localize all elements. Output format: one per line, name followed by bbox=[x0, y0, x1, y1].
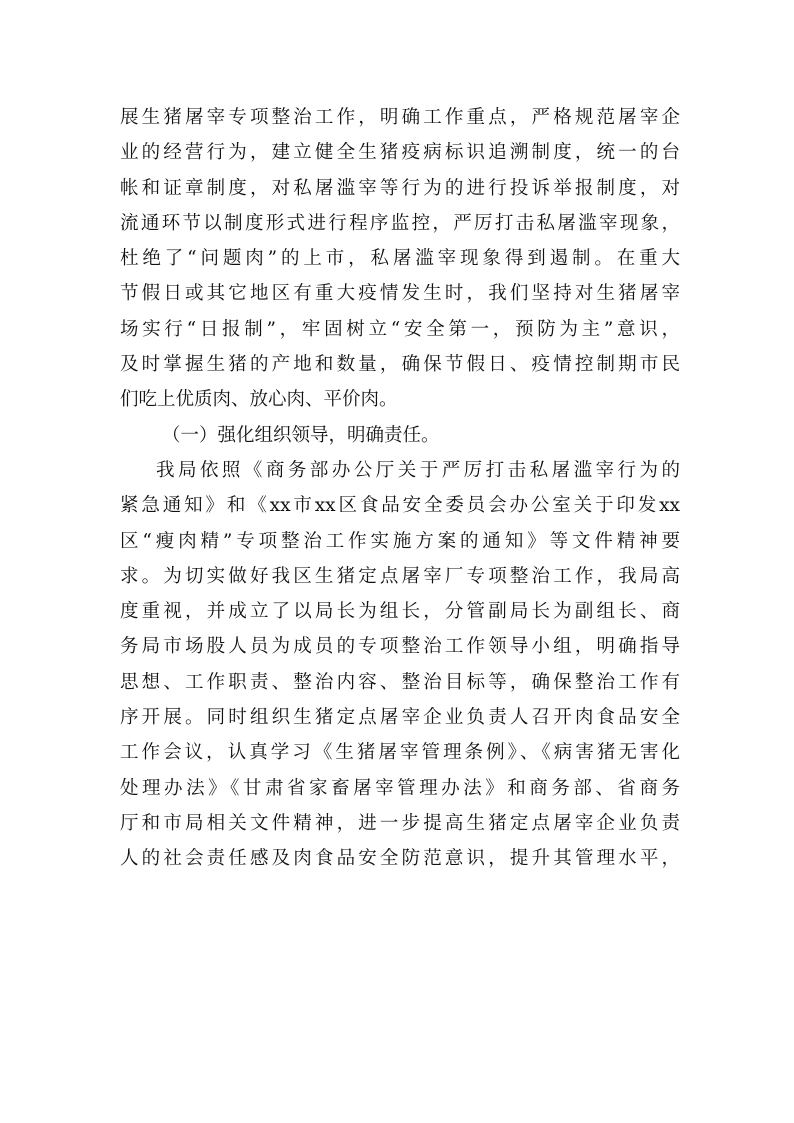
text-line: 处理办法》《甘肃省家畜屠宰管理办法》和商务部、省商务 bbox=[120, 777, 680, 799]
text-line: 厅和市局相关文件精神，进一步提高生猪定点屠宰企业负责 bbox=[120, 812, 680, 834]
text-line: 杜绝了“问题肉”的上市，私屠滥宰现象得到遏制。在重大 bbox=[120, 248, 680, 270]
text-line: 流通环节以制度形式进行程序监控，严厉打击私屠滥宰现象， bbox=[120, 212, 680, 234]
body-text bbox=[120, 100, 680, 877]
text-line: 场实行“日报制”，牢固树立“安全第一，预防为主”意识， bbox=[120, 318, 680, 340]
text-line: 人的社会责任感及肉食品安全防范意识，提升其管理水平， bbox=[120, 848, 680, 870]
section-heading: （一）强化组织领导，明确责任。 bbox=[162, 424, 440, 446]
text-line: 度重视，并成立了以局长为组长，分管副局长为副组长、商 bbox=[120, 601, 680, 623]
text-line: 们吃上优质肉、放心肉、平价肉。 bbox=[120, 389, 398, 411]
text-line: 工作会议，认真学习《生猪屠宰管理条例》、《病害猪无害化 bbox=[120, 742, 680, 764]
text-line: 业的经营行为，建立健全生猪疫病标识追溯制度，统一的台 bbox=[120, 142, 680, 164]
text-line: 展生猪屠宰专项整治工作，明确工作重点，严格规范屠宰企 bbox=[120, 107, 680, 128]
text-line: 我局依照《商务部办公厅关于严厉打击私屠滥宰行为的 bbox=[156, 459, 680, 481]
text-line: 区“瘦肉精”专项整治工作实施方案的通知》等文件精神要 bbox=[120, 530, 680, 552]
text-line: 序开展。同时组织生猪定点屠宰企业负责人召开肉食品安全 bbox=[120, 707, 680, 729]
text-line: 及时掌握生猪的产地和数量，确保节假日、疫情控制期市民 bbox=[120, 354, 680, 376]
text-line: 务局市场股人员为成员的专项整治工作领导小组，明确指导 bbox=[120, 636, 680, 658]
text-line: 求。为切实做好我区生猪定点屠宰厂专项整治工作，我局高 bbox=[120, 565, 680, 587]
text-line: 紧急通知》和《xx市xx区食品安全委员会办公室关于印发xx bbox=[120, 495, 680, 517]
text-line: 节假日或其它地区有重大疫情发生时，我们坚持对生猪屠宰 bbox=[120, 283, 680, 305]
text-line: 帐和证章制度，对私屠滥宰等行为的进行投诉举报制度，对 bbox=[120, 177, 680, 199]
text-line: 思想、工作职责、整治内容、整治目标等，确保整治工作有 bbox=[120, 671, 680, 693]
